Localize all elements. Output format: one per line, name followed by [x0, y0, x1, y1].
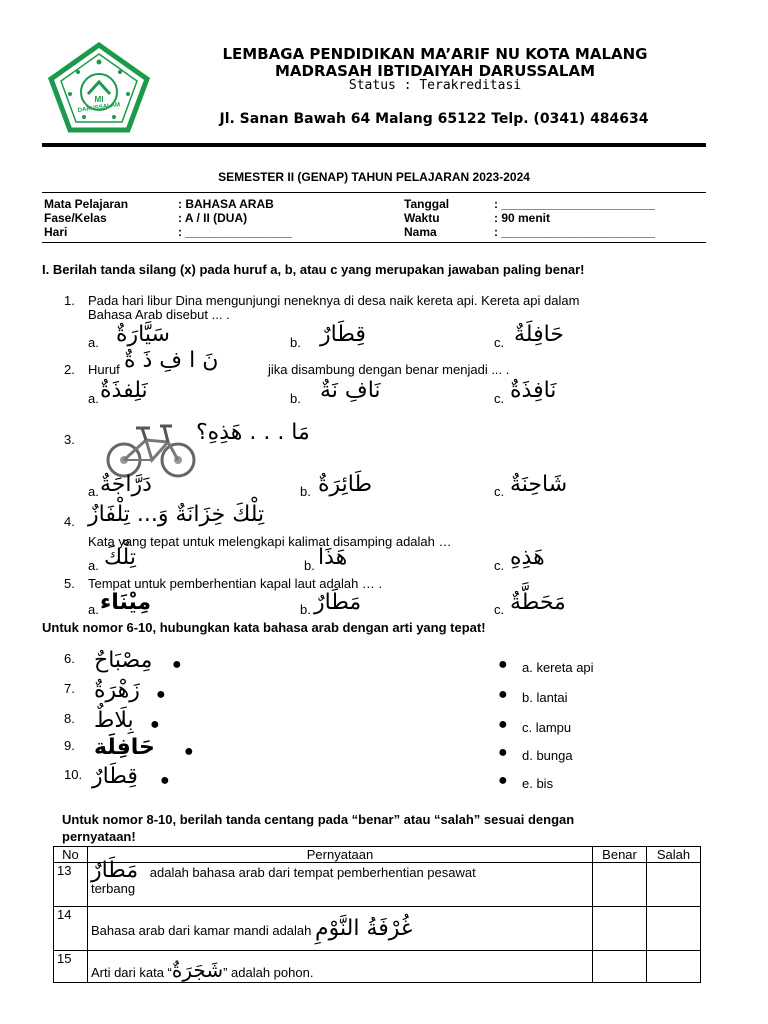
q4-option-b-label[interactable]: b. [304, 558, 315, 573]
info-labels-left [44, 197, 128, 239]
q1-option-b[interactable]: قِطَارٌ [320, 322, 366, 347]
logo-text-bottom: DARUSSALAM [77, 102, 121, 114]
statement-arabic: غُرْفَةُ النَّوْمِ [315, 916, 413, 941]
q4-option-a[interactable]: تِلْكَ [104, 545, 136, 570]
match-bullet[interactable]: ● [150, 716, 160, 733]
section1-instruction: I. Berilah tanda silang (x) pada huruf a, b, atau c yang merupakan jawaban paling benar! [42, 262, 585, 277]
row-number: 14 [54, 907, 88, 951]
q4-question: تِلْكَ خِزَانَةٌ وَ... تِلْفَازٌ [88, 502, 265, 527]
q5-text: Tempat untuk pemberhentian kapal laut adalah … . [88, 576, 383, 591]
q2-prefix: Huruf [88, 362, 120, 377]
statement-table [53, 846, 701, 983]
info-values-left [178, 197, 292, 239]
match-number: 7. [64, 681, 75, 696]
true-checkbox-cell[interactable] [593, 951, 647, 983]
match-word: قِطَارٌ [92, 764, 138, 789]
subject-value: : BAHASA ARAB [178, 197, 274, 211]
semester-title: SEMESTER II (GENAP) TAHUN PELAJARAN 2023-2024 [218, 170, 530, 184]
match-meaning: a. kereta api [522, 660, 594, 675]
subject-label: Mata Pelajaran [44, 197, 129, 211]
school-address: Jl. Sanan Bawah 64 Malang 65122 Telp. (0341) 484634 [219, 111, 649, 127]
q1-text-line2: Bahasa Arab disebut ... . [88, 307, 230, 322]
column-header-false: Salah [647, 847, 701, 863]
time-value: : 90 menit [494, 211, 551, 225]
info-labels-right [404, 197, 449, 239]
statement-text-cont: terbang [90, 881, 136, 896]
q2-suffix: jika disambung dengan benar menjadi ... . [268, 362, 510, 377]
q4-option-b[interactable]: هَذَا [318, 545, 348, 570]
match-bullet[interactable]: ● [172, 656, 182, 673]
section2-instruction: Untuk nomor 6-10, hubungkan kata bahasa arab dengan arti yang tepat! [42, 620, 486, 635]
q1-text-line1: Pada hari libur Dina mengunjungi neneknya di desa naik kereta api. Kereta api dalam [88, 293, 580, 308]
q1-option-a-label[interactable]: a. [88, 335, 99, 350]
q3-question: مَا . . . هَذِهِ؟ [196, 420, 310, 445]
row-number: 13 [54, 863, 88, 907]
date-label: Tanggal [404, 197, 450, 211]
q3-option-a[interactable]: دَرَّاجَةٌ [100, 472, 152, 497]
match-meaning: c. lampu [522, 720, 572, 735]
column-header-no: No [54, 847, 88, 863]
match-word: مِصْبَاحٌ [94, 648, 153, 673]
info-divider-bottom [42, 242, 706, 243]
q1-option-c-label[interactable]: c. [494, 335, 505, 350]
accreditation-status: Status : Terakreditasi [348, 78, 522, 93]
row-number: 15 [54, 951, 88, 983]
row-statement [87, 858, 592, 907]
q2-option-c[interactable]: نَافِذَةٌ [510, 378, 557, 403]
section3-instruction-line1: Untuk nomor 8-10, berilah tanda centang pada “benar” atau “salah” sesuai dengan [62, 812, 575, 827]
name-label: Nama [404, 225, 437, 239]
match-meaning: b. lantai [522, 690, 568, 705]
true-checkbox-cell[interactable] [593, 863, 647, 907]
q3-option-c-label[interactable]: c. [494, 484, 505, 499]
info-divider-top [42, 192, 706, 193]
info-values-right [494, 197, 655, 239]
table-row [54, 863, 701, 907]
table-row [54, 951, 701, 983]
q4-number: 4. [64, 514, 75, 529]
q2-option-c-label[interactable]: c. [494, 391, 505, 406]
column-header-true: Benar [593, 847, 647, 863]
q5-option-b[interactable]: مَطَارٌ [314, 590, 362, 615]
q1-option-a[interactable]: سَيَّارَةٌ [116, 322, 170, 347]
time-label: Waktu [404, 211, 440, 225]
q4-option-a-label[interactable]: a. [88, 558, 99, 573]
q2-option-a-label[interactable]: a. [88, 391, 99, 406]
match-bullet[interactable]: ● [498, 686, 508, 703]
name-value[interactable]: : _______________________ [494, 225, 655, 239]
match-word: حَافِلَة [94, 735, 155, 760]
class-label: Fase/Kelas [44, 211, 107, 225]
statement-text-cont: ” adalah pohon. [223, 965, 314, 980]
match-meaning: d. bunga [522, 748, 573, 763]
q5-option-c-label[interactable]: c. [494, 602, 505, 617]
q4-text: Kata yang tepat untuk melengkapi kalimat disamping adalah … [88, 534, 452, 549]
false-checkbox-cell[interactable] [647, 951, 701, 983]
match-bullet[interactable]: ● [184, 743, 194, 760]
q2-option-b-label[interactable]: b. [290, 391, 301, 406]
match-bullet[interactable]: ● [498, 744, 508, 761]
q3-option-a-label[interactable]: a. [88, 484, 99, 499]
class-value: : A / II (DUA) [178, 211, 248, 225]
match-bullet[interactable]: ● [498, 772, 508, 789]
statement-arabic: شَجَرَةٌ [171, 958, 224, 982]
bicycle-image [102, 418, 202, 480]
q3-number: 3. [64, 432, 75, 447]
day-label: Hari [44, 225, 68, 239]
match-word: بِلَاطٌ [94, 708, 134, 733]
q2-option-a[interactable]: نَلِفذَةٌ [100, 378, 148, 403]
day-value[interactable]: : ________________ [178, 225, 293, 239]
match-number: 6. [64, 651, 75, 666]
match-bullet[interactable]: ● [498, 716, 508, 733]
q3-option-b[interactable]: طَائِرَةٌ [318, 472, 373, 497]
match-bullet[interactable]: ● [160, 772, 170, 789]
match-meaning: e. bis [522, 776, 554, 791]
q5-option-b-label[interactable]: b. [300, 602, 311, 617]
q3-option-c[interactable]: شَاحِنَةٌ [510, 472, 568, 497]
q5-number: 5. [64, 576, 75, 591]
false-checkbox-cell[interactable] [647, 907, 701, 951]
school-logo [48, 42, 150, 134]
false-checkbox-cell[interactable] [647, 863, 701, 907]
q1-option-b-label[interactable]: b. [290, 335, 301, 350]
match-bullet[interactable]: ● [498, 656, 508, 673]
q2-option-b[interactable]: نَافِ نَةٌ [320, 378, 381, 403]
match-number: 8. [64, 711, 75, 726]
q2-number: 2. [64, 362, 75, 377]
true-checkbox-cell[interactable] [593, 907, 647, 951]
match-word: زَهْرَةٌ [94, 678, 140, 703]
table-row [54, 907, 701, 951]
match-number: 10. [64, 767, 83, 782]
institution-name: LEMBAGA PENDIDIKAN MA’ARIF NU KOTA MALANG [222, 45, 648, 63]
q2-letters: نَ ا فِ ذَ ةٌ [124, 348, 219, 373]
q1-option-c[interactable]: حَافِلَةٌ [514, 322, 564, 347]
row-statement [87, 907, 592, 951]
column-header-statement: Pernyataan [87, 847, 592, 863]
q5-option-c[interactable]: مَحَطَّةٌ [510, 590, 566, 615]
logo-text-top: MI [94, 95, 104, 104]
q5-option-a[interactable]: مِيْنَاء [100, 590, 152, 615]
q1-number: 1. [64, 293, 75, 308]
q3-option-b-label[interactable]: b. [300, 484, 311, 499]
q4-option-c-label[interactable]: c. [494, 558, 505, 573]
header-divider [42, 143, 706, 147]
q5-option-a-label[interactable]: a. [88, 602, 99, 617]
statement-text: Arti dari kata “ [90, 965, 172, 980]
date-value[interactable]: : _______________________ [494, 197, 655, 211]
match-bullet[interactable]: ● [156, 686, 166, 703]
row-statement [87, 951, 592, 983]
section3-instruction-line2: pernyataan! [62, 829, 136, 844]
match-number: 9. [64, 738, 75, 753]
statement-arabic: مَطَارٌ [90, 858, 139, 883]
q4-option-c[interactable]: هَذِهِ [510, 545, 545, 570]
school-name: MADRASAH IBTIDAIYAH DARUSSALAM [274, 62, 596, 80]
statement-text: adalah bahasa arab dari tempat pemberhentian pesawat [149, 865, 476, 880]
statement-text: Bahasa arab dari kamar mandi adalah [90, 923, 312, 938]
